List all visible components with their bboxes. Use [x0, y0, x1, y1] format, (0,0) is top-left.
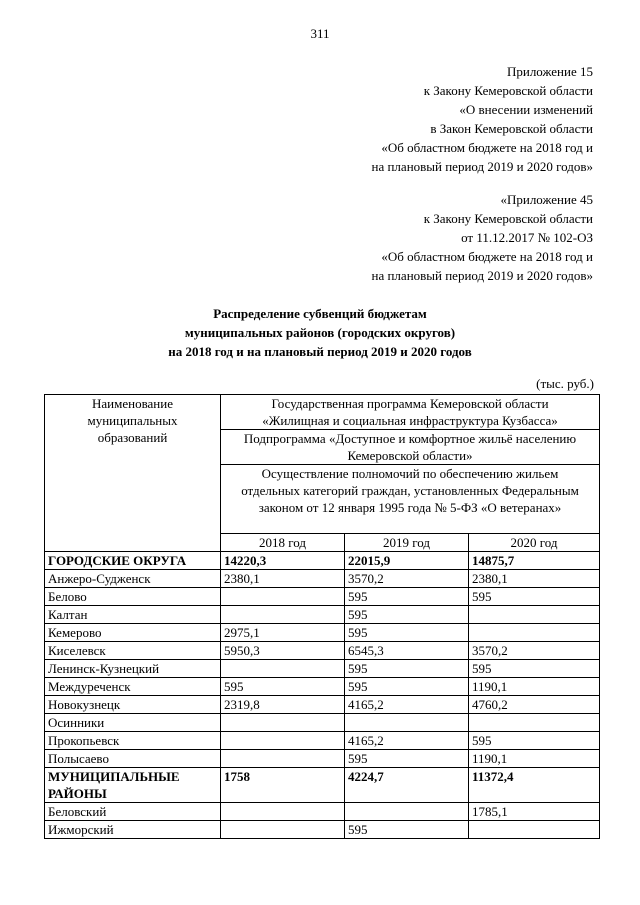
page-number: 311 — [310, 26, 330, 41]
municipality-cell: Междуреченск — [45, 678, 221, 696]
units-label: (тыс. руб.) — [536, 376, 594, 391]
table-row — [45, 606, 600, 624]
year-header-2018: 2018 год — [221, 534, 345, 552]
value-2020-cell: 1785,1 — [469, 803, 600, 821]
value-2018-cell — [221, 588, 345, 606]
value-2019-cell: 22015,9 — [345, 552, 469, 570]
appendix-line: к Закону Кемеровской области — [423, 83, 593, 98]
subprogram-line: Кемеровской области» — [347, 448, 473, 463]
value-2018-cell: 2975,1 — [221, 624, 345, 642]
value-2018-cell: 5950,3 — [221, 642, 345, 660]
value-2020-cell — [469, 821, 600, 839]
appendix-line: «Об областном бюджете на 2018 год и — [381, 140, 593, 155]
value-2018-cell: 2380,1 — [221, 570, 345, 588]
value-2018-cell — [221, 750, 345, 768]
municipality-cell: Киселевск — [45, 642, 221, 660]
value-2020-cell: 595 — [469, 660, 600, 678]
table-row — [45, 624, 600, 642]
value-2019-cell: 595 — [345, 624, 469, 642]
measure-line: Осуществление полномочий по обеспечению жильем — [261, 466, 559, 481]
value-2018-cell: 1758 — [221, 768, 345, 803]
value-2020-cell: 1190,1 — [469, 678, 600, 696]
year-header-2020: 2020 год — [469, 534, 600, 552]
header-name-line: муниципальных — [87, 413, 178, 428]
table-row — [45, 696, 600, 714]
value-2018-cell — [221, 821, 345, 839]
appendix-15-heading — [372, 62, 594, 176]
appendix-line: в Закон Кемеровской области — [430, 121, 593, 136]
municipality-cell: Анжеро-Судженск — [45, 570, 221, 588]
appendix-line: на плановый период 2019 и 2020 годов» — [371, 268, 593, 283]
value-2019-cell: 4165,2 — [345, 732, 469, 750]
value-2020-cell: 3570,2 — [469, 642, 600, 660]
municipality-cell: Прокопьевск — [45, 732, 221, 750]
appendix-line: от 11.12.2017 № 102-ОЗ — [461, 230, 593, 245]
table-row — [45, 714, 600, 732]
municipality-cell: Калтан — [45, 606, 221, 624]
program-line: «Жилищная и социальная инфраструктура Кузбасса» — [262, 413, 558, 428]
value-2020-cell — [469, 714, 600, 732]
document-title — [0, 304, 640, 361]
subprogram-header-cell — [221, 430, 600, 465]
measure-line: законом от 12 января 1995 года № 5-ФЗ «О ветеранах» — [258, 500, 562, 515]
table-row — [45, 678, 600, 696]
table-row — [45, 750, 600, 768]
value-2019-cell: 4224,7 — [345, 768, 469, 803]
municipality-cell: МУНИЦИПАЛЬНЫЕ РАЙОНЫ — [45, 768, 221, 803]
table-row — [45, 821, 600, 839]
municipality-cell: Кемерово — [45, 624, 221, 642]
value-2019-cell: 4165,2 — [345, 696, 469, 714]
value-2018-cell: 14220,3 — [221, 552, 345, 570]
measure-header-cell — [221, 465, 600, 534]
appendix-line: к Закону Кемеровской области — [423, 211, 593, 226]
value-2020-cell: 2380,1 — [469, 570, 600, 588]
title-line: муниципальных районов (городских округов) — [184, 325, 456, 340]
table-group-row — [45, 768, 600, 803]
subprogram-line: Подпрограмма «Доступное и комфортное жильё населению — [243, 431, 577, 446]
table-row — [45, 642, 600, 660]
value-2020-cell: 4760,2 — [469, 696, 600, 714]
municipality-cell: Ленинск-Кузнецкий — [45, 660, 221, 678]
value-2018-cell — [221, 606, 345, 624]
municipality-cell: Полысаево — [45, 750, 221, 768]
value-2018-cell — [221, 732, 345, 750]
appendix-line: на плановый период 2019 и 2020 годов» — [371, 159, 593, 174]
table-group-row — [45, 552, 600, 570]
value-2019-cell: 595 — [345, 606, 469, 624]
value-2019-cell: 595 — [345, 750, 469, 768]
value-2018-cell — [221, 714, 345, 732]
title-line: на 2018 год и на плановый период 2019 и 2020 годов — [168, 344, 472, 359]
municipality-cell: Ижморский — [45, 821, 221, 839]
program-header-cell — [221, 395, 600, 430]
header-name-line: Наименование — [92, 396, 173, 411]
municipality-cell: Осинники — [45, 714, 221, 732]
value-2019-cell: 595 — [345, 588, 469, 606]
table-row — [45, 732, 600, 750]
value-2018-cell — [221, 660, 345, 678]
table-row — [45, 588, 600, 606]
value-2020-cell: 11372,4 — [469, 768, 600, 803]
municipality-cell: Беловский — [45, 803, 221, 821]
value-2019-cell — [345, 803, 469, 821]
value-2020-cell — [469, 624, 600, 642]
year-header-2019: 2019 год — [345, 534, 469, 552]
measure-line: отдельных категорий граждан, установленных Федеральным — [241, 483, 579, 498]
value-2018-cell: 2319,8 — [221, 696, 345, 714]
value-2020-cell: 595 — [469, 732, 600, 750]
table-row — [45, 803, 600, 821]
municipality-cell: Белово — [45, 588, 221, 606]
value-2019-cell: 595 — [345, 821, 469, 839]
title-line: Распределение субвенций бюджетам — [213, 306, 427, 321]
appendix-line: Приложение 15 — [506, 64, 593, 79]
table-row — [45, 570, 600, 588]
appendix-45-heading — [372, 190, 594, 285]
value-2020-cell: 14875,7 — [469, 552, 600, 570]
subvention-table — [44, 394, 600, 839]
value-2018-cell — [221, 803, 345, 821]
appendix-line: «Приложение 45 — [500, 192, 593, 207]
header-name-cell — [45, 395, 221, 552]
value-2020-cell: 595 — [469, 588, 600, 606]
value-2019-cell: 595 — [345, 660, 469, 678]
municipality-cell: ГОРОДСКИЕ ОКРУГА — [45, 552, 221, 570]
table-row — [45, 660, 600, 678]
value-2019-cell: 3570,2 — [345, 570, 469, 588]
appendix-line: «Об областном бюджете на 2018 год и — [381, 249, 593, 264]
header-name-line: образований — [97, 430, 168, 445]
program-line: Государственная программа Кемеровской области — [271, 396, 549, 411]
municipality-cell: Новокузнецк — [45, 696, 221, 714]
value-2020-cell: 1190,1 — [469, 750, 600, 768]
header-row-program — [45, 395, 600, 430]
value-2019-cell — [345, 714, 469, 732]
value-2019-cell: 595 — [345, 678, 469, 696]
appendix-line: «О внесении изменений — [459, 102, 593, 117]
value-2018-cell: 595 — [221, 678, 345, 696]
value-2020-cell — [469, 606, 600, 624]
value-2019-cell: 6545,3 — [345, 642, 469, 660]
